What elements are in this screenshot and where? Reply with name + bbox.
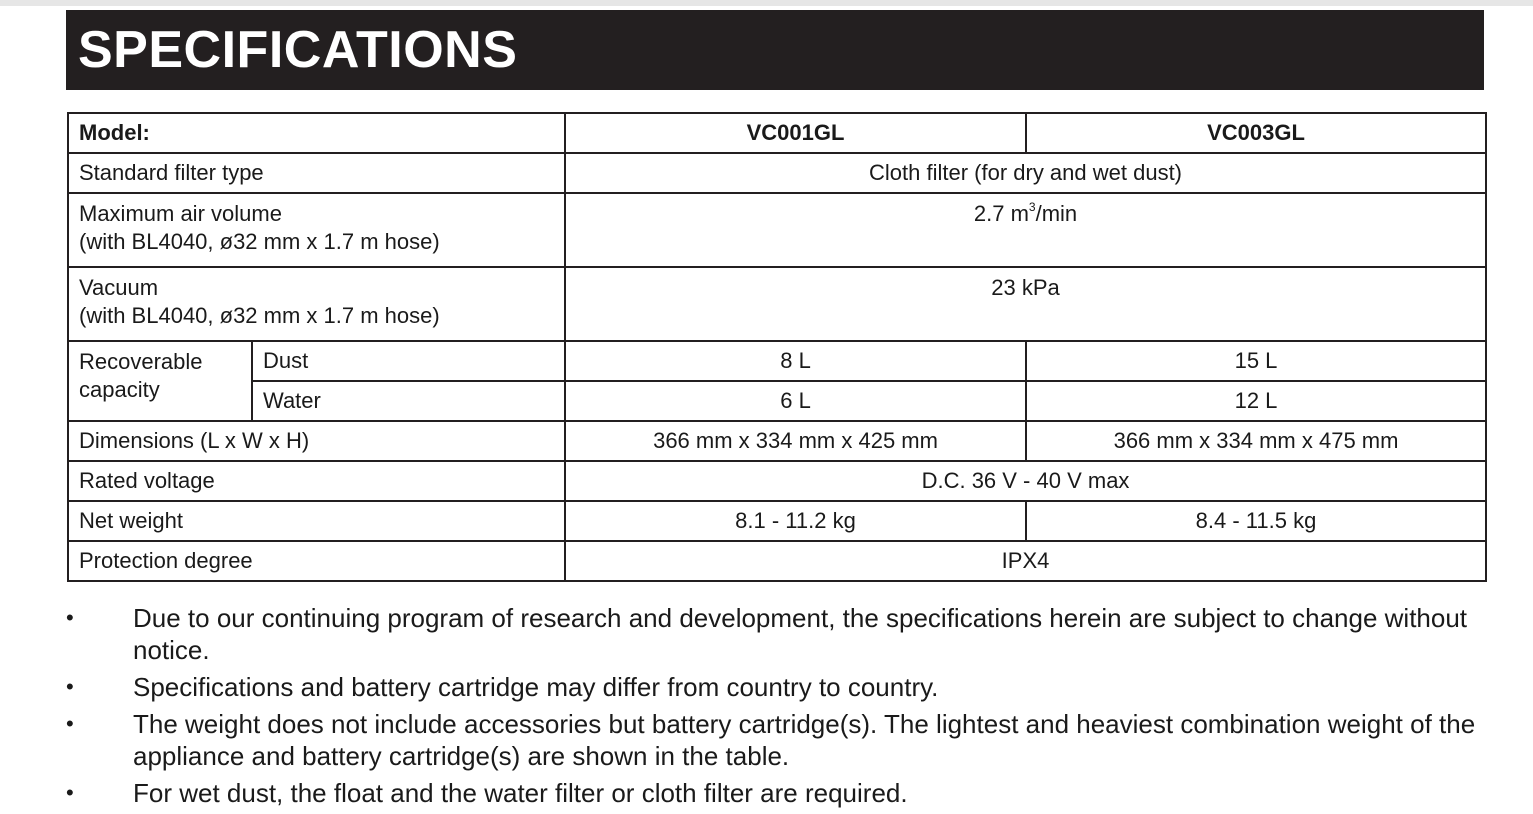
note-item (60, 777, 1500, 809)
weight-vc001gl: 8.1 - 11.2 kg (565, 501, 1026, 541)
dust-value-vc003gl: 15 L (1026, 341, 1486, 381)
note-text: Specifications and battery cartridge may differ from country to country. (133, 672, 939, 702)
page-title: SPECIFICATIONS (78, 21, 518, 79)
model-vc003gl: VC003GL (1026, 113, 1486, 153)
air-volume-number: 2.7 m (973, 201, 1029, 226)
air-volume-label-line2: (with BL4040, ø32 mm x 1.7 m hose) (79, 229, 440, 254)
note-item (60, 671, 1500, 703)
capacity-label (68, 341, 252, 421)
model-label: Model: (68, 113, 565, 153)
table-row-weight (68, 501, 1486, 541)
capacity-label-line1: Recoverable (79, 349, 203, 374)
section-header-bar (66, 10, 1484, 90)
page-top-edge (0, 0, 1533, 6)
note-text: The weight does not include accessories but battery cartridge(s). The lightest and heaviest combination weight of the appliance and battery cartridge(s) are shown in the table. (133, 709, 1476, 771)
bullet-icon: • (66, 605, 74, 630)
specifications-table (67, 112, 1487, 582)
dimensions-vc001gl: 366 mm x 334 mm x 425 mm (565, 421, 1026, 461)
vacuum-value: 23 kPa (565, 267, 1486, 341)
water-value-vc003gl: 12 L (1026, 381, 1486, 421)
water-label: Water (252, 381, 565, 421)
note-text: For wet dust, the float and the water filter or cloth filter are required. (133, 778, 908, 808)
filter-label: Standard filter type (68, 153, 565, 193)
table-row-protection (68, 541, 1486, 581)
table-row-capacity-dust (68, 341, 1486, 381)
table-row-vacuum (68, 267, 1486, 341)
bullet-icon: • (66, 780, 74, 805)
voltage-value: D.C. 36 V - 40 V max (565, 461, 1486, 501)
table-row-dimensions (68, 421, 1486, 461)
model-vc001gl: VC001GL (565, 113, 1026, 153)
table-row-model (68, 113, 1486, 153)
air-volume-value (565, 193, 1486, 267)
bullet-icon: • (66, 674, 74, 699)
protection-value: IPX4 (565, 541, 1486, 581)
bullet-icon: • (66, 711, 74, 736)
air-volume-unit: /min (1035, 201, 1078, 226)
protection-label: Protection degree (68, 541, 565, 581)
air-volume-label-line1: Maximum air volume (79, 201, 282, 226)
vacuum-label-line1: Vacuum (79, 275, 159, 300)
weight-label: Net weight (68, 501, 565, 541)
dust-value-vc001gl: 8 L (565, 341, 1026, 381)
dimensions-vc003gl: 366 mm x 334 mm x 475 mm (1026, 421, 1486, 461)
table-row-capacity-water (68, 381, 1486, 421)
air-volume-label (68, 193, 565, 267)
table-row-filter (68, 153, 1486, 193)
dimensions-label: Dimensions (L x W x H) (68, 421, 565, 461)
vacuum-label (68, 267, 565, 341)
notes-list (60, 602, 1500, 814)
vacuum-label-line2: (with BL4040, ø32 mm x 1.7 m hose) (79, 303, 440, 328)
weight-vc003gl: 8.4 - 11.5 kg (1026, 501, 1486, 541)
note-text: Due to our continuing program of research and development, the specifications herein are subject to change without notice. (133, 603, 1468, 665)
table-row-voltage (68, 461, 1486, 501)
voltage-label: Rated voltage (68, 461, 565, 501)
air-volume-exponent: 3 (1028, 199, 1036, 214)
table-row-air-volume (68, 193, 1486, 267)
note-item (60, 708, 1500, 772)
capacity-label-line2: capacity (79, 377, 160, 402)
dust-label: Dust (252, 341, 565, 381)
water-value-vc001gl: 6 L (565, 381, 1026, 421)
filter-value: Cloth filter (for dry and wet dust) (565, 153, 1486, 193)
note-item (60, 602, 1500, 666)
